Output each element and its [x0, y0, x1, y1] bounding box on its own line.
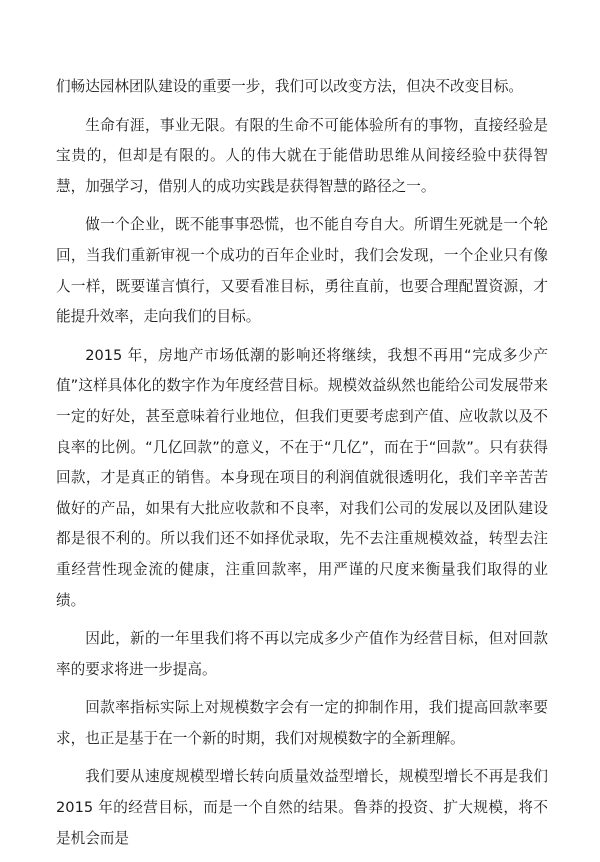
paragraph-6: 回款率指标实际上对规模数字会有一定的抑制作用，我们提高回款率要求，也正是基于在一个新的时期，我们对规模数字的全新理解。: [56, 699, 548, 747]
paragraph-3: 做一个企业，既不能事事恐慌，也不能自夸自大。所谓生死就是一个轮回，当我们重新审视一个成功的百年企业时，我们会发现，一个企业只有像人一样，既要谨言慎行，又要看准目标，勇往直前，也要合理配置资源，才能提升效率，走向我们的目标。: [56, 216, 548, 326]
paragraph-2: 生命有涯，事业无限。有限的生命不可能体验所有的事物，直接经验是宝贵的，但却是有限的。人的伟大就在于能借助思维从间接经验中获得智慧，加强学习，借别人的成功实践是获得智慧的路径之一。: [56, 116, 548, 195]
paragraph-5: 因此，新的一年里我们将不再以完成多少产值作为经营目标，但对回款率的要求将进一步提高。: [56, 630, 548, 678]
paragraph-4: 2015 年，房地产市场低潮的影响还将继续，我想不再用“完成多少产值”这样具体化的数字作为年度经营目标。规模效益纵然也能给公司发展带来一定的好处，甚至意味着行业地位，但我们更要考虑到产值、应收款以及不良率的比例。“几亿回款”的意义，不在于“几亿”，而在于“回款”。只有获得回款，才是真正的销售。本身现在项目的利润值就很透明化，我们辛辛苦苦做好的产品，如果有大批应收款和不良率，对我们公司的发展以及团队建设都是很不利的。所以我们还不如择优录取，先不去注重规模效益，转型去注重经营性现金流的健康，注重回款率，用严谨的尺度来衡量我们取得的业绩。: [56, 346, 548, 609]
paragraph-7: 我们要从速度规模型增长转向质量效益型增长，规模型增长不再是我们 2015 年的经营目标，而是一个自然的结果。鲁莽的投资、扩大规模，将不是机会而是: [56, 768, 548, 847]
document-page: [56, 72, 548, 862]
paragraph-1: 们畅达园林团队建设的重要一步，我们可以改变方法，但决不改变目标。: [56, 78, 524, 95]
